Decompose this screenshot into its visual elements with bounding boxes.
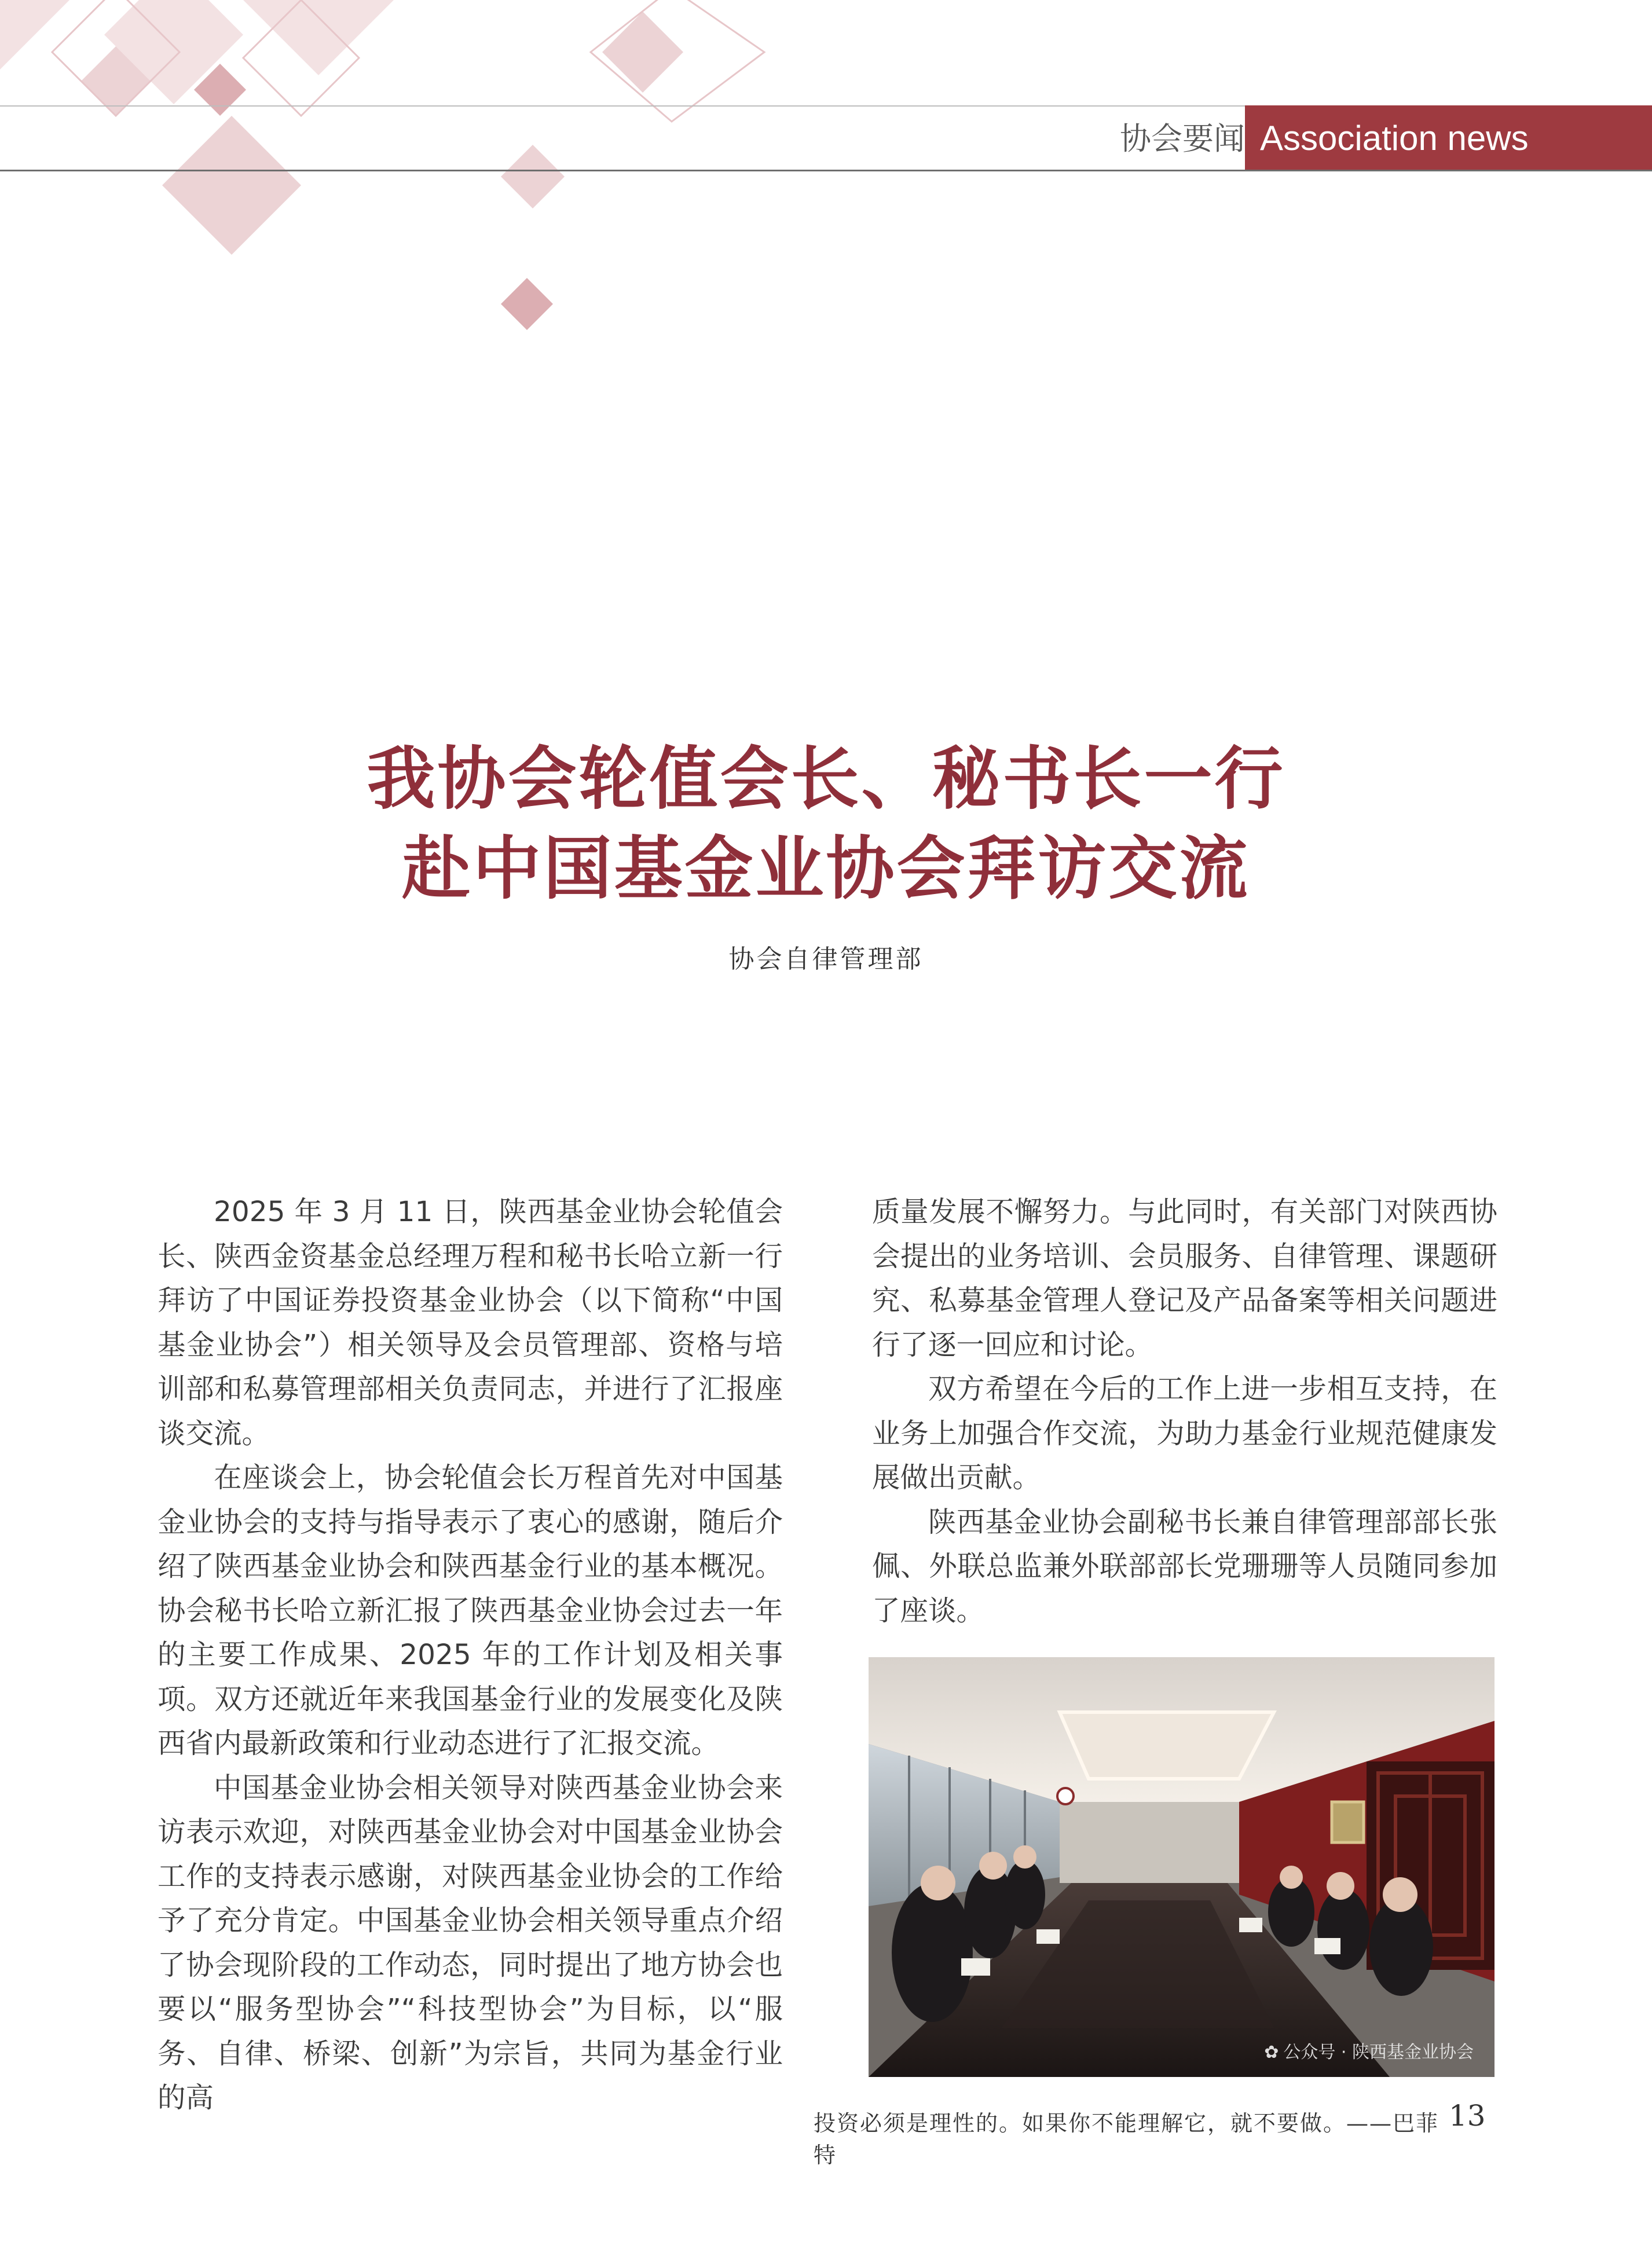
article-author: 协会自律管理部 bbox=[728, 944, 924, 974]
header-bottom-rule bbox=[0, 170, 1652, 171]
article-title-line-1: 我协会轮值会长、秘书长一行 bbox=[367, 738, 1285, 819]
section-label-cn: 协会要闻 bbox=[1120, 120, 1245, 157]
paragraph: 陕西基金业协会副秘书长兼自律管理部部长张佩、外联总监兼外联部部长党珊珊等人员随同参加了座谈。 bbox=[872, 1505, 1497, 1627]
article-column-right bbox=[872, 1190, 1497, 1633]
wechat-icon: ✿ bbox=[1264, 2042, 1279, 2063]
paragraph: 质量发展不懈努力。与此同时，有关部门对陕西协会提出的业务培训、会员服务、自律管理、课题研究、私募基金管理人登记及产品备案等相关问题进行了逐一回应和讨论。 bbox=[872, 1196, 1497, 1361]
meeting-room-illustration bbox=[869, 1657, 1495, 2077]
article-title-line-2: 赴中国基金业协会拜访交流 bbox=[402, 828, 1250, 908]
paragraph: 2025 年 3 月 11 日，陕西基金业协会轮值会长、陕西金资基金总经理万程和秘书长哈立新一行拜访了中国证券投资基金业协会（以下简称“中国基金业协会”）相关领导及会员管理部、资格与培训部和私募管理部相关负责同志，并进行了汇报座谈交流。 bbox=[157, 1196, 783, 1450]
article-column-left bbox=[157, 1190, 783, 2120]
photo-caption-text: 公众号 · 陕西基金业协会 bbox=[1283, 2042, 1474, 2063]
footer-quote: 投资必须是理性的。如果你不能理解它，就不要做。——巴菲特 bbox=[814, 2111, 1439, 2168]
meeting-photo bbox=[869, 1657, 1495, 2077]
section-label-en: Association news bbox=[1245, 105, 1652, 171]
paragraph: 中国基金业协会相关领导对陕西基金业协会来访表示欢迎，对陕西基金业协会对中国基金业协会工作的支持表示感谢，对陕西基金业协会的工作给予了充分肯定。中国基金业协会相关领导重点介绍了协会现阶段的工作动态，同时提出了地方协会也要以“服务型协会”“科技型协会”为目标，以“服务、自律、桥梁、创新”为宗旨，共同为基金行业的高 bbox=[157, 1771, 783, 2114]
decorative-diamond-pattern bbox=[0, 0, 811, 359]
photo-watermark bbox=[1264, 2038, 1474, 2063]
paragraph: 在座谈会上，协会轮值会长万程首先对中国基金业协会的支持与指导表示了衷心的感谢，随后介绍了陕西基金业协会和陕西基金行业的基本概况。协会秘书长哈立新汇报了陕西基金业协会过去一年的主要工作成果、2025 年的工作计划及相关事项。双方还就近年来我国基金行业的发展变化及陕西省内最新政策和行业动态进行了汇报交流。 bbox=[157, 1461, 783, 1760]
paragraph: 双方希望在今后的工作上进一步相互支持，在业务上加强合作交流，为助力基金行业规范健康发展做出贡献。 bbox=[872, 1373, 1497, 1494]
page-number: 13 bbox=[1449, 2099, 1486, 2133]
